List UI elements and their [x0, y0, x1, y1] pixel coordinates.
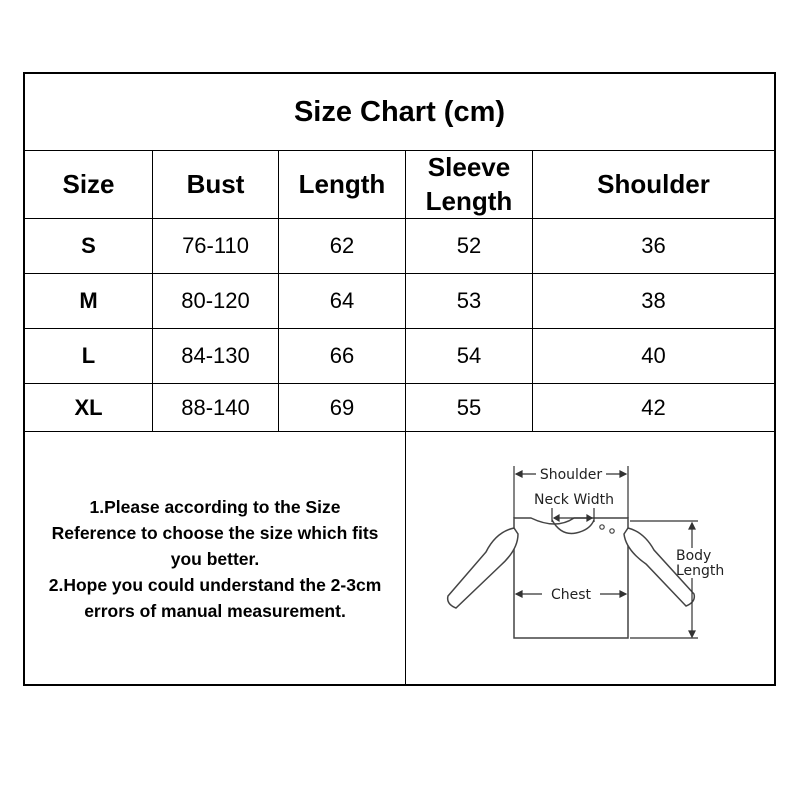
note-line: 2.Hope you could understand the 2-3cm [48, 575, 382, 595]
table-row [25, 329, 774, 384]
size-cell: M [25, 274, 153, 328]
measurement-diagram [406, 432, 774, 686]
note-line: you better. [170, 549, 260, 569]
measurement-notes [25, 432, 406, 686]
shoulder-cell: 36 [641, 233, 666, 258]
bust-cell: 88-140 [153, 384, 279, 431]
header-sleeve-line2: Length [425, 186, 513, 216]
neck-width-label: Neck Width [533, 492, 615, 508]
note-line: 1.Please according to the Size [89, 497, 341, 517]
chest-label: Chest [550, 587, 592, 603]
size-cell: S [25, 219, 153, 273]
note-line: Reference to choose the size which fits [51, 523, 379, 543]
header-bust: Bust [153, 150, 279, 218]
body-label: Body [676, 548, 712, 564]
size-cell: XL [25, 384, 153, 431]
length-cell: 69 [279, 384, 406, 431]
bust-cell: 80-120 [153, 274, 279, 328]
sleeve-cell: 54 [406, 329, 533, 383]
bust-cell: 76-110 [153, 219, 279, 273]
header-length: Length [279, 150, 406, 218]
shoulder-label: Shoulder [539, 467, 603, 483]
table-row [25, 219, 774, 274]
header-sleeve-line1: Sleeve [427, 152, 511, 182]
shoulder-cell: 42 [641, 394, 666, 420]
sleeve-cell: 52 [406, 219, 533, 273]
sweater-icon [406, 432, 776, 686]
length-cell: 62 [279, 219, 406, 273]
shoulder-cell: 38 [641, 288, 666, 313]
bust-cell: 84-130 [153, 329, 279, 383]
shoulder-cell: 40 [641, 343, 666, 368]
header-row [25, 150, 774, 219]
info-section [25, 432, 774, 686]
header-shoulder: Shoulder [597, 169, 710, 199]
length-label: Length [676, 563, 725, 579]
length-cell: 66 [279, 329, 406, 383]
length-cell: 64 [279, 274, 406, 328]
size-cell: L [25, 329, 153, 383]
header-size: Size [25, 150, 153, 218]
chart-title: Size Chart (cm) [25, 74, 774, 151]
sleeve-cell: 55 [406, 384, 533, 431]
header-sleeve-length [406, 150, 533, 218]
table-row [25, 274, 774, 329]
sleeve-cell: 53 [406, 274, 533, 328]
size-chart-table [23, 72, 776, 686]
note-line: errors of manual measurement. [84, 601, 346, 621]
table-row [25, 384, 774, 432]
